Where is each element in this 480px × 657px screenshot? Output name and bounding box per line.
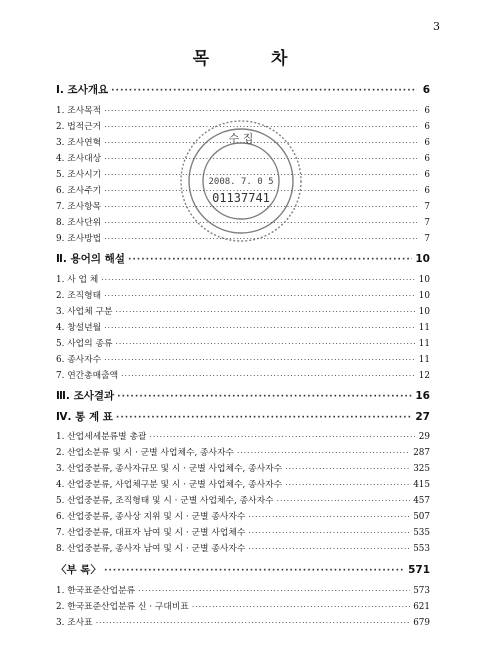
toc-entry-page: 679: [413, 618, 430, 628]
toc-entry: [56, 445, 430, 458]
toc-entry-label: 3. 사업체 구분: [56, 307, 113, 317]
toc-entry-label: 5. 조사시기: [56, 170, 102, 180]
dot-leader: [117, 392, 412, 402]
toc-entry-page: 415: [413, 480, 430, 490]
toc-entry-page: 7: [424, 202, 430, 212]
toc-entry-page: 29: [418, 432, 430, 442]
toc-entry: [56, 525, 430, 538]
toc-title: 목 차: [192, 49, 316, 69]
toc-entry-label: 1. 조사목적: [56, 106, 102, 116]
toc-entry-page: 16: [415, 390, 430, 402]
toc-entry-page: 11: [418, 339, 430, 349]
dot-leader: [138, 586, 410, 595]
toc-entry: [56, 583, 430, 596]
dot-leader: [101, 275, 416, 284]
stamp-serial: 01137741: [212, 191, 270, 205]
toc-entry-label: 1. 한국표준산업분류: [56, 586, 136, 596]
toc-entry-page: 10: [418, 307, 430, 317]
toc-entry: [56, 304, 430, 317]
toc-entry-page: 571: [408, 564, 430, 576]
toc-entry-label: 5. 사업의 종류: [56, 339, 113, 349]
toc-entry: [56, 541, 430, 554]
toc-entry-label: 2. 한국표준산업분류 신 · 구대비표: [56, 602, 189, 612]
toc-entry-label: 3. 조사표: [56, 618, 93, 628]
dot-leader: [104, 106, 417, 115]
toc-entry-label: 6. 산업중분류, 종사상 지위 및 시 · 군별 종사자수: [56, 512, 246, 522]
toc-entry-page: 621: [413, 602, 430, 612]
toc-entry-label: 1. 사 업 체: [56, 275, 99, 285]
toc-entry-page: 10: [418, 291, 430, 301]
toc-entry-label: 8. 산업중분류, 종사자 남여 및 시 · 군별 종사자수: [56, 544, 246, 554]
dot-leader: [248, 528, 410, 537]
toc-entry-page: 11: [418, 355, 430, 365]
toc-entry-page: 6: [424, 154, 430, 164]
toc-entry-label: 9. 조사방법: [56, 234, 102, 244]
dot-leader: [115, 307, 415, 316]
toc-entry-label: 5. 산업중분류, 조직형태 및 시 · 군별 사업체수, 종사자수: [56, 496, 274, 506]
toc-entry-page: 325: [413, 464, 430, 474]
dot-leader: [248, 544, 410, 553]
dot-leader: [111, 86, 417, 96]
dot-leader: [248, 512, 410, 521]
toc-entry-page: 573: [413, 586, 430, 596]
dot-leader: [104, 355, 416, 364]
stamp-top-text: 수 집: [228, 132, 254, 145]
dot-leader: [128, 255, 412, 265]
toc-section-entry: [56, 409, 430, 424]
toc-entry: [56, 429, 430, 442]
toc-entry: [56, 352, 430, 365]
page-number: 3: [433, 20, 440, 33]
toc-entry: [56, 461, 430, 474]
toc-entry: [56, 320, 430, 333]
toc-entry-page: 6: [424, 186, 430, 196]
toc-entry-page: 6: [422, 84, 430, 96]
dot-leader: [96, 618, 411, 627]
toc-entry-label: Ⅳ. 통 계 표: [56, 411, 113, 423]
toc-entry-label: 1. 산업세세분류별 총괄: [56, 432, 147, 442]
toc-entry-label: 7. 산업중분류, 대표자 남여 및 시 · 군별 사업체수: [56, 528, 246, 538]
toc-entry-page: 535: [413, 528, 430, 538]
dot-leader: [104, 323, 416, 332]
dot-leader: [121, 371, 416, 380]
toc-section-entry: [56, 388, 430, 403]
toc-entry-label: Ⅰ. 조사개요: [56, 84, 109, 96]
toc-entry-page: 507: [413, 512, 430, 522]
toc-section-entry: [56, 562, 430, 577]
toc-entry: [56, 615, 430, 628]
toc-entry-page: 6: [424, 122, 430, 132]
toc-entry-page: 6: [424, 106, 430, 116]
toc-entry-label: 3. 산업중분류, 종사자규모 및 시 · 군별 사업체수, 종사자수: [56, 464, 283, 474]
toc-section-entry: [56, 82, 430, 97]
dot-leader: [115, 339, 415, 348]
dot-leader: [285, 464, 410, 473]
toc-entry: [56, 103, 430, 116]
toc-entry-label: 3. 조사연혁: [56, 138, 102, 148]
toc-entry-label: 2. 산업소분류 및 시 · 군별 사업체수, 종사자수: [56, 448, 235, 458]
toc-entry-page: 11: [418, 323, 430, 333]
dot-leader: [285, 480, 410, 489]
toc-entry-page: 7: [424, 234, 430, 244]
toc-entry-label: 4. 창설년월: [56, 323, 102, 333]
toc-entry-page: 287: [413, 448, 430, 458]
toc-entry-label: 8. 조사단위: [56, 218, 102, 228]
toc-entry-page: 12: [418, 371, 430, 381]
dot-leader: [104, 566, 405, 576]
toc-entry-label: 2. 법적근거: [56, 122, 102, 132]
toc-entry-label: 6. 종사자수: [56, 355, 102, 365]
dot-leader: [116, 413, 412, 423]
toc-entry: [56, 368, 430, 381]
toc-entry-page: 6: [424, 170, 430, 180]
toc-entry-label: 6. 조사주기: [56, 186, 102, 196]
dot-leader: [149, 432, 415, 441]
toc-entry-label: Ⅲ. 조사결과: [56, 390, 115, 402]
toc-entry-label: Ⅱ. 용어의 해설: [56, 253, 125, 265]
toc-entry: [56, 288, 430, 301]
toc-entry-label: 7. 연간총매출액: [56, 371, 119, 381]
library-stamp: [178, 118, 304, 244]
toc-entry: [56, 477, 430, 490]
toc-section-entry: [56, 251, 430, 266]
toc-entry: [56, 272, 430, 285]
stamp-middle-text: 2008. 7. 0 5: [208, 177, 274, 187]
dot-leader: [104, 291, 416, 300]
dot-leader: [277, 496, 411, 505]
toc-entry-page: 6: [424, 138, 430, 148]
toc-entry-page: 553: [413, 544, 430, 554]
toc-entry: [56, 336, 430, 349]
toc-entry-label: 〈부 록〉: [56, 564, 101, 576]
toc-entry-page: 10: [418, 275, 430, 285]
dot-leader: [192, 602, 410, 611]
toc-entry: [56, 509, 430, 522]
toc-entry-page: 7: [424, 218, 430, 228]
toc-entry-label: 4. 산업중분류, 사업체구분 및 시 · 군별 사업체수, 종사자수: [56, 480, 283, 490]
toc-entry-page: 27: [415, 411, 430, 423]
toc-entry-page: 457: [413, 496, 430, 506]
dot-leader: [237, 448, 410, 457]
toc-entry: [56, 599, 430, 612]
toc-entry: [56, 493, 430, 506]
toc-entry-page: 10: [415, 253, 430, 265]
toc-entry-label: 2. 조직형태: [56, 291, 102, 301]
toc-entry-label: 4. 조사대상: [56, 154, 102, 164]
toc-entry-label: 7. 조사항목: [56, 202, 102, 212]
